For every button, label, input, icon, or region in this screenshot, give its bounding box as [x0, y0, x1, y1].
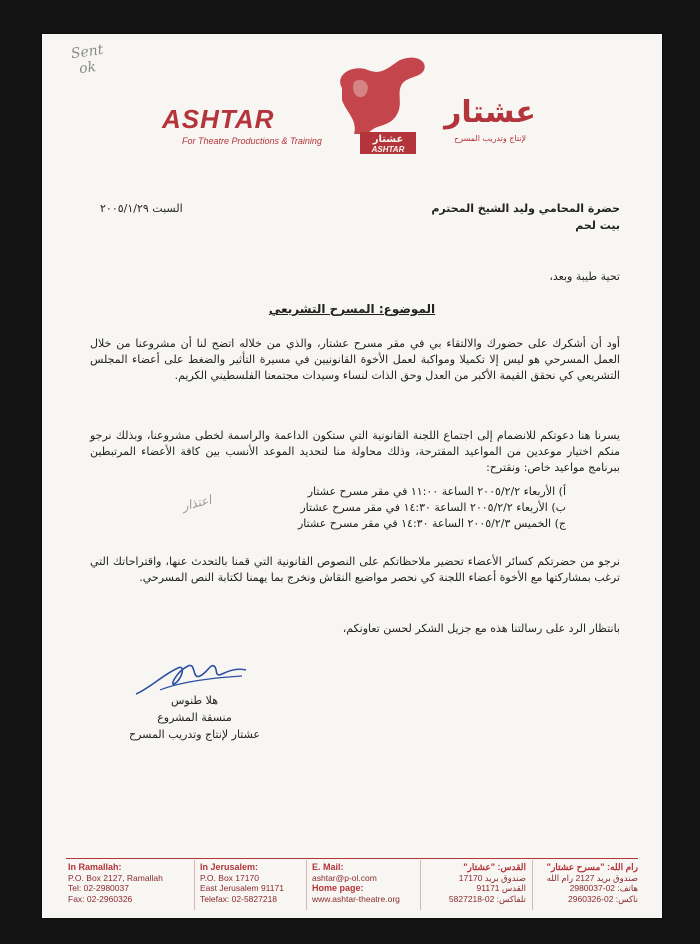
subject-line	[42, 302, 662, 316]
footer-email[interactable]: ashtar@p-ol.com	[312, 872, 377, 883]
footer-jerusalem-ar-line: القدس 91171	[476, 883, 526, 893]
footer-separator	[306, 860, 307, 910]
footer-jerusalem-ar-line: صندوق بريد 17170	[458, 872, 526, 883]
footer-ramallah-ar-line: هاتف: 02-2980037	[569, 883, 638, 893]
margin-handwritten-note: اعتذار	[180, 492, 213, 514]
footer-ramallah-ar-line: ناكس: 02-2960326	[568, 893, 638, 904]
handwritten-line-2: ok	[78, 59, 98, 78]
footer-jerusalem	[200, 862, 284, 904]
addressee-block	[431, 200, 620, 234]
addressee-city: بيت لحم	[575, 219, 620, 232]
footer-jerusalem-line: East Jerusalem 91171	[200, 883, 284, 893]
greeting: تحية طيبة وبعد،	[549, 270, 620, 283]
footer-ramallah-arabic	[538, 862, 638, 904]
footer-separator	[420, 860, 421, 910]
footer-homepage-heading: Home page:	[312, 883, 364, 893]
footer-ramallah-ar-heading: رام الله: "مسرح عشتار"	[546, 862, 638, 872]
meeting-option-a: أ) الأربعاء ٢٠٠٥/٢/٢ الساعة ١١:٠٠ في مقر مسرح عشتار	[307, 485, 566, 498]
footer-email-heading: E. Mail:	[312, 862, 344, 872]
footer-ramallah-line: P.O. Box 2127, Ramallah	[68, 872, 163, 883]
signer-org: عشتار لإنتاج وتدريب المسرح	[128, 728, 260, 741]
letter-page	[42, 34, 662, 918]
footer-jerusalem-heading: In Jerusalem:	[200, 862, 259, 872]
meeting-option-b: ب) الأربعاء ٢٠٠٥/٢/٢ الساعة ١٤:٣٠ في مقر مسرح عشتار	[300, 501, 566, 514]
logo-tagline: For Theatre Productions & Training	[182, 136, 322, 146]
meeting-options	[298, 484, 566, 532]
emblem-arabic-text: عشتار	[372, 134, 404, 145]
signer-block	[129, 692, 260, 743]
footer-separator	[532, 860, 533, 910]
footer-jerusalem-arabic	[426, 862, 526, 904]
footer-jerusalem-line: P.O. Box 17170	[200, 872, 259, 883]
paragraph-3: نرجو من حضرتكم كسائر الأعضاء تحضير ملاحظاتكم على النصوص القانونية التي قمنا بالتحدث عنها، واقتراحاتك التي ترغب بمشاركتها مع الأخوة أعضاء اللجنة كي نحصر مواضيع النقاش ونخرج بما يهمنا لكتابة النص المسرحي.	[90, 555, 620, 584]
letter-date: السبت ٢٠٠٥/١/٢٩	[100, 202, 183, 215]
footer-jerusalem-line: Telefax: 02-5827218	[200, 893, 278, 904]
footer-ramallah-heading: In Ramallah:	[68, 862, 122, 872]
signer-name: هلا طنوس	[170, 694, 218, 707]
footer-ramallah-line: Tel: 02-2980037	[68, 883, 129, 893]
footer-website[interactable]: www.ashtar-theatre.org	[312, 893, 400, 904]
logo-latin-name: ASHTAR	[162, 104, 275, 134]
handwritten-line-1: Sent	[69, 41, 105, 63]
footer-ramallah	[68, 862, 163, 904]
logo-arabic-tagline: لإنتاج وتدريب المسرح	[453, 134, 527, 143]
footer-ramallah-ar-line: صندوق بريد 2127 رام الله	[546, 872, 638, 883]
footer-divider	[66, 858, 638, 859]
logo-arabic-name: عشتار	[444, 95, 536, 130]
emblem-latin-text: ASHTAR	[371, 145, 405, 154]
paragraph-1: أود أن أشكرك على حضورك والالتقاء بي في مقر مسرح عشتار، والذي من خلاله اتضح لنا أن مشروعنا من خلال العمل المسرحي هو ليس إلا تكميلا ومواكبة لعمل الأخوة القانونيين في مسيرة التأثير والضغط على أعضاء المجلس التشريعي كي نحقق القيمة الأكبر من العدل وحق الذات لنساء وسيدات مجتمعنا الفلسطيني الكريم.	[90, 337, 620, 382]
handwritten-note	[70, 42, 107, 78]
footer-contact	[312, 862, 400, 904]
meeting-option-c: ج) الخميس ٢٠٠٥/٢/٣ الساعة ١٤:٣٠ في مقر مسرح عشتار	[297, 517, 566, 530]
closing-line: بانتظار الرد على رسالتنا هذه مع جزيل الشكر لحسن تعاونكم،	[342, 622, 620, 635]
subject-text: الموضوع: المسرح التشريعي	[268, 302, 436, 316]
paragraph-2: يسرنا هنا دعوتكم للانضمام إلى اجتماع اللجنة القانونية التي ستكون الداعمة والراسمة لخطى مشروعنا، وبذلك نرجو منكم اختيار موعدين من المواعيد المقترحة، وذلك محاولة منا لتحديد الموعد الأنسب بين كافة الأعضاء المرتبطين ببرنامج مواعيد خاص: ونقترح:	[90, 429, 620, 474]
footer-jerusalem-ar-line: تلفاكس: 02-5827218	[448, 893, 526, 904]
footer-ramallah-line: Fax: 02-2960326	[68, 893, 133, 904]
footer-separator	[194, 860, 195, 910]
addressee-name: حضرة المحامي وليد الشيخ المحترم	[431, 202, 620, 215]
ashtar-emblem-icon	[324, 54, 432, 160]
footer-jerusalem-ar-heading: القدس: "عشتار"	[463, 862, 526, 872]
signer-title: منسقة المشروع	[157, 711, 232, 724]
